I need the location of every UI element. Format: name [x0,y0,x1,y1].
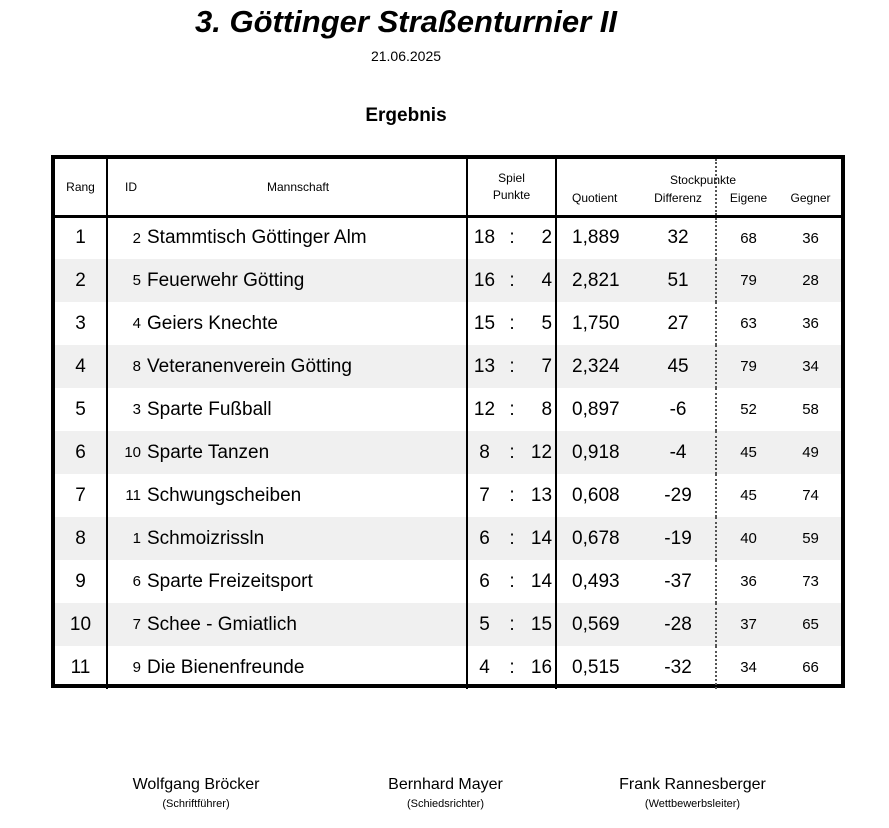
signature-name: Frank Rannesberger [619,776,766,793]
rang-cell: 7 [55,474,107,517]
gegner-cell: 73 [802,573,819,590]
quotient-cell: 0,678 [556,517,641,560]
eigene-cell: 34 [740,659,757,676]
quotient-cell: 0,897 [572,398,620,420]
col-header-punkte: Punkte [492,188,531,203]
quotient-cell: 0,515 [572,656,620,678]
table-row [55,302,841,345]
rang-cell: 2 [55,259,107,302]
rang-cell: 1 [55,216,107,259]
team-id-cell: 3 [132,401,141,418]
points-lost-cell: 5 [523,302,556,345]
team-id-cell: 10 [107,431,147,474]
col-header-rang: Rang [55,159,107,216]
signature-schiedsrichter [364,776,527,810]
team-name-cell: Schee - Gmiatlich [147,603,467,646]
rang-cell: 9 [55,560,107,603]
col-header-spiel: Spiel [498,171,525,186]
points-separator: : [509,484,515,506]
points-separator: : [501,345,523,388]
eigene-cell: 45 [716,431,780,474]
table-row [55,388,841,431]
points-won-cell: 5 [467,603,501,646]
points-won-cell: 8 [467,431,501,474]
differenz-cell: -32 [641,646,716,689]
quotient-cell: 0,569 [556,603,641,646]
eigene-cell: 37 [716,603,780,646]
points-separator: : [501,517,523,560]
results-table [55,159,841,689]
rang-cell: 10 [55,603,107,646]
points-separator: : [509,312,515,334]
team-name-cell: Sparte Freizeitsport [147,570,313,592]
team-id-cell: 9 [132,659,141,676]
signature-name: Wolfgang Bröcker [132,776,260,793]
rang-cell: 5 [55,388,107,431]
table-row [55,431,841,474]
points-won-cell: 7 [467,474,501,517]
points-won-cell: 4 [467,646,501,689]
signature-role: (Wettbewerbsleiter) [644,798,741,810]
points-lost-cell: 7 [523,345,556,388]
differenz-cell: -28 [641,603,716,646]
table-row [55,603,841,646]
points-lost-cell: 8 [523,388,556,431]
differenz-cell: -19 [641,517,716,560]
col-header-quotient-label: Quotient [572,190,618,205]
eigene-cell: 68 [740,229,757,247]
quotient-cell: 1,750 [572,312,620,334]
points-separator: : [501,431,523,474]
results-table-frame [51,155,845,688]
col-header-differenz-label: Differenz [654,190,702,205]
signature-schriftfuehrer [113,776,279,810]
col-header-mannschaft: Mannschaft [147,159,467,216]
table-row [55,216,841,259]
points-lost-cell: 14 [523,517,556,560]
eigene-cell: 36 [740,573,757,590]
differenz-cell: -4 [641,431,716,474]
team-name-cell: Stammtisch Göttinger Alm [147,227,367,249]
team-name-cell: Schwungscheiben [147,484,302,506]
team-name-cell: Feuerwehr Götting [147,259,467,302]
page-title: 3. Göttinger Straßenturnier II [195,4,617,39]
table-row [55,517,841,560]
rang-cell: 3 [55,302,107,345]
eigene-cell: 40 [716,517,780,560]
col-header-quotient [556,159,641,216]
gegner-cell: 49 [780,431,841,474]
quotient-cell: 1,889 [572,227,620,249]
table-header-row [55,159,841,216]
points-separator: : [501,603,523,646]
team-id-cell: 6 [132,573,141,590]
quotient-cell: 0,608 [572,484,620,506]
team-id-cell: 1 [107,517,147,560]
quotient-cell: 2,324 [556,345,641,388]
eigene-cell: 79 [716,259,780,302]
points-won-cell: 12 [467,388,501,431]
team-name-cell: Veteranenverein Götting [147,345,467,388]
rang-cell: 11 [55,646,107,689]
points-won-cell: 15 [467,302,501,345]
col-header-gegner: Gegner [780,159,841,216]
rang-cell: 8 [55,517,107,560]
gegner-cell: 36 [802,229,819,247]
event-date: 21.06.2025 [370,48,442,64]
section-title: Ergebnis [365,105,447,126]
team-id-cell: 5 [107,259,147,302]
team-name-cell: Sparte Fußball [147,398,272,420]
gegner-cell: 28 [780,259,841,302]
eigene-cell: 63 [740,315,757,332]
team-id-cell: 2 [132,229,141,247]
points-won-cell: 13 [467,345,501,388]
points-separator: : [509,227,515,249]
points-lost-cell: 4 [523,259,556,302]
points-separator: : [509,570,515,592]
gegner-cell: 36 [802,315,819,332]
table-row [55,646,841,689]
eigene-cell: 52 [740,401,757,418]
points-lost-cell: 2 [523,216,556,259]
differenz-cell: 51 [641,259,716,302]
team-id-cell: 7 [107,603,147,646]
points-won-cell: 6 [467,560,501,603]
quotient-cell: 0,493 [572,570,620,592]
signature-role: (Schiedsrichter) [406,798,485,810]
signature-wettbewerbsleiter [600,776,785,810]
points-lost-cell: 16 [523,646,556,689]
col-header-id: ID [107,159,147,216]
table-row [55,560,841,603]
differenz-cell: 45 [641,345,716,388]
col-header-eigene: Eigene [716,159,780,216]
table-row [55,345,841,388]
points-separator: : [509,398,515,420]
gegner-cell: 74 [802,487,819,504]
gegner-cell: 59 [780,517,841,560]
team-name-cell: Die Bienenfreunde [147,656,305,678]
quotient-cell: 0,918 [556,431,641,474]
gegner-cell: 58 [802,401,819,418]
differenz-cell: 32 [641,216,716,259]
points-separator: : [509,656,515,678]
team-name-cell: Schmoizrissln [147,517,467,560]
col-header-differenz [641,159,716,216]
col-header-stockpunkte: Stockpunkte [669,173,737,187]
differenz-cell: 27 [641,302,716,345]
gegner-cell: 65 [780,603,841,646]
team-name-cell: Sparte Tanzen [147,431,467,474]
differenz-cell: -37 [641,560,716,603]
points-lost-cell: 13 [523,474,556,517]
points-lost-cell: 14 [523,560,556,603]
points-won-cell: 18 [467,216,501,259]
points-lost-cell: 15 [523,603,556,646]
team-id-cell: 4 [132,315,141,332]
gegner-cell: 66 [802,659,819,676]
eigene-cell: 79 [716,345,780,388]
points-won-cell: 16 [467,259,501,302]
quotient-cell: 2,821 [556,259,641,302]
rang-cell: 6 [55,431,107,474]
signature-role: (Schriftführer) [162,798,230,810]
points-won-cell: 6 [467,517,501,560]
gegner-cell: 34 [780,345,841,388]
team-id-cell: 8 [107,345,147,388]
signature-name: Bernhard Mayer [388,776,503,793]
differenz-cell: -29 [641,474,716,517]
team-name-cell: Geiers Knechte [147,312,278,334]
rang-cell: 4 [55,345,107,388]
col-header-spielpunkte [467,159,556,216]
differenz-cell: -6 [641,388,716,431]
eigene-cell: 45 [740,487,757,504]
points-lost-cell: 12 [523,431,556,474]
table-row [55,474,841,517]
table-row [55,259,841,302]
team-id-cell: 11 [125,487,141,504]
points-separator: : [501,259,523,302]
